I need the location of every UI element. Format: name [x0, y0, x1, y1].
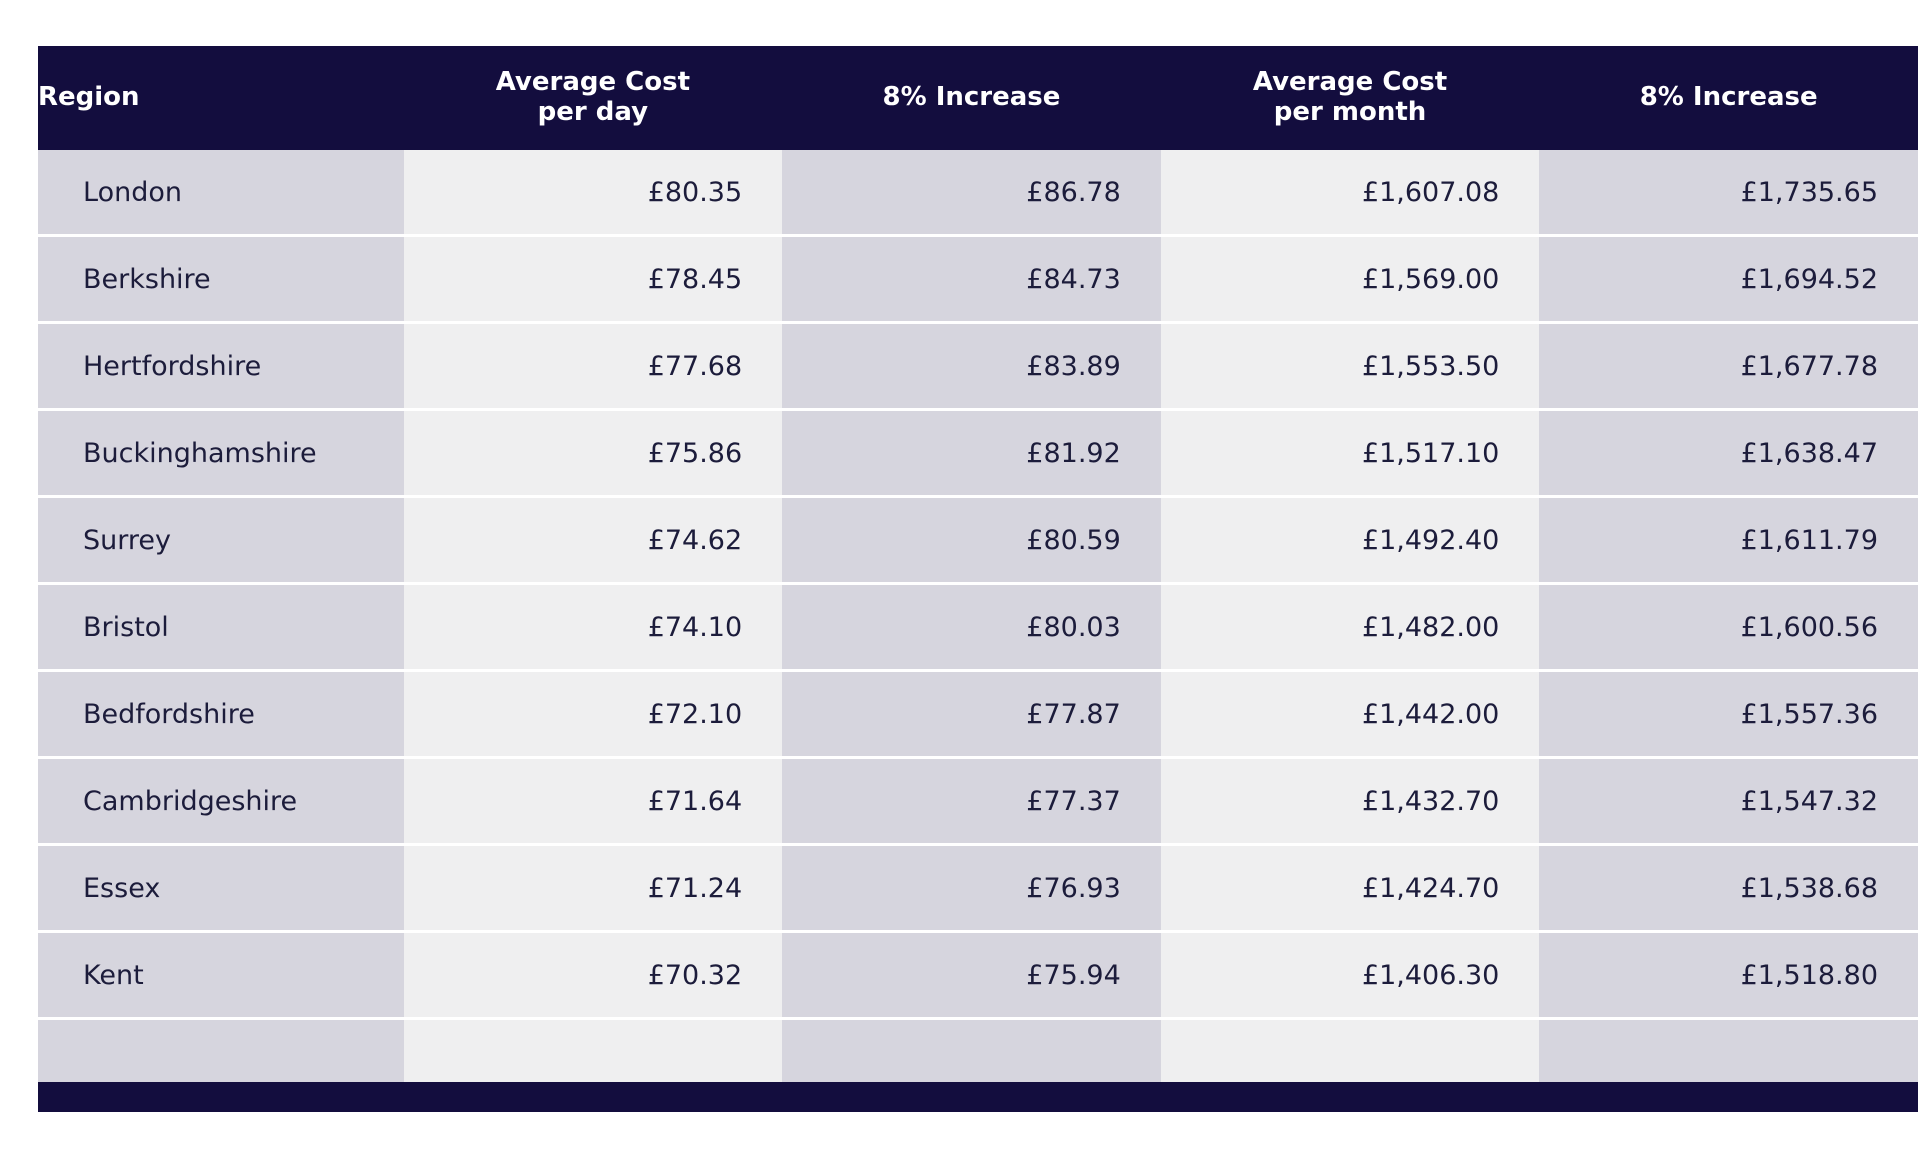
- cell-region: Bristol: [38, 584, 404, 671]
- cell-increase-day: £77.37: [782, 758, 1161, 845]
- cell-increase-month: £1,518.80: [1539, 932, 1918, 1019]
- cell-increase-day: £80.03: [782, 584, 1161, 671]
- column-header-increase-month: [1539, 46, 1918, 150]
- cell-empty: [404, 1019, 783, 1083]
- cell-empty: [1539, 1019, 1918, 1083]
- table-row: [38, 671, 1918, 758]
- cell-cost-per-day: £80.35: [404, 150, 783, 236]
- cell-increase-day: £77.87: [782, 671, 1161, 758]
- column-header-region: [38, 46, 404, 150]
- column-header-cost-per-day-line1: Average Cost: [495, 67, 691, 98]
- column-header-increase-day: [782, 46, 1161, 150]
- table-row-spacer: [38, 1019, 1918, 1083]
- cell-region-empty: [38, 1019, 404, 1083]
- cell-cost-per-day: £74.62: [404, 497, 783, 584]
- cell-cost-per-day: £77.68: [404, 323, 783, 410]
- cell-cost-per-month: £1,442.00: [1161, 671, 1540, 758]
- cell-region: London: [38, 150, 404, 236]
- table-row: [38, 758, 1918, 845]
- cell-cost-per-month: £1,482.00: [1161, 584, 1540, 671]
- cell-cost-per-day: £74.10: [404, 584, 783, 671]
- cell-cost-per-month: £1,492.40: [1161, 497, 1540, 584]
- cell-increase-day: £86.78: [782, 150, 1161, 236]
- cell-cost-per-month: £1,432.70: [1161, 758, 1540, 845]
- column-header-cost-per-day: [404, 46, 783, 150]
- cell-cost-per-month: £1,406.30: [1161, 932, 1540, 1019]
- cell-increase-month: £1,735.65: [1539, 150, 1918, 236]
- cell-increase-day: £84.73: [782, 236, 1161, 323]
- cell-cost-per-month: £1,517.10: [1161, 410, 1540, 497]
- cell-cost-per-day: £75.86: [404, 410, 783, 497]
- cell-increase-month: £1,638.47: [1539, 410, 1918, 497]
- cell-increase-month: £1,677.78: [1539, 323, 1918, 410]
- column-header-increase-month-line1: 8% Increase: [1639, 82, 1818, 113]
- cell-cost-per-month: £1,553.50: [1161, 323, 1540, 410]
- column-header-cost-per-month-line1: Average Cost: [1252, 67, 1448, 98]
- cell-cost-per-month: £1,569.00: [1161, 236, 1540, 323]
- table-row: [38, 323, 1918, 410]
- cell-increase-month: £1,694.52: [1539, 236, 1918, 323]
- cost-table: [38, 46, 1918, 1082]
- cost-table-container: [38, 46, 1918, 1112]
- table-row: [38, 410, 1918, 497]
- column-header-increase-day-line1: 8% Increase: [882, 82, 1061, 113]
- table-row: [38, 150, 1918, 236]
- cell-cost-per-day: £72.10: [404, 671, 783, 758]
- cell-increase-day: £76.93: [782, 845, 1161, 932]
- cell-increase-month: £1,547.32: [1539, 758, 1918, 845]
- cell-cost-per-month: £1,607.08: [1161, 150, 1540, 236]
- cell-cost-per-day: £71.64: [404, 758, 783, 845]
- cell-cost-per-day: £70.32: [404, 932, 783, 1019]
- cell-region: Kent: [38, 932, 404, 1019]
- cell-increase-month: £1,557.36: [1539, 671, 1918, 758]
- cell-increase-day: £83.89: [782, 323, 1161, 410]
- table-row: [38, 584, 1918, 671]
- table-row: [38, 932, 1918, 1019]
- cell-region: Bedfordshire: [38, 671, 404, 758]
- header-row: [38, 46, 1918, 150]
- cell-cost-per-day: £78.45: [404, 236, 783, 323]
- table-row: [38, 497, 1918, 584]
- cell-increase-month: £1,600.56: [1539, 584, 1918, 671]
- cell-region: Surrey: [38, 497, 404, 584]
- column-header-cost-per-month-line2: per month: [1273, 97, 1427, 127]
- cell-empty: [1161, 1019, 1540, 1083]
- table-header: [38, 46, 1918, 150]
- cell-cost-per-day: £71.24: [404, 845, 783, 932]
- cell-region: Berkshire: [38, 236, 404, 323]
- table-body: [38, 150, 1918, 1082]
- cell-region: Buckinghamshire: [38, 410, 404, 497]
- table-row: [38, 845, 1918, 932]
- cell-increase-day: £81.92: [782, 410, 1161, 497]
- column-header-cost-per-day-line2: per day: [537, 97, 649, 127]
- cell-region: Hertfordshire: [38, 323, 404, 410]
- cell-increase-month: £1,538.68: [1539, 845, 1918, 932]
- column-header-cost-per-month: [1161, 46, 1540, 150]
- cell-empty: [782, 1019, 1161, 1083]
- cell-region: Essex: [38, 845, 404, 932]
- table-footer-bar: [38, 1082, 1918, 1112]
- cell-region: Cambridgeshire: [38, 758, 404, 845]
- cell-increase-day: £75.94: [782, 932, 1161, 1019]
- column-header-region-line1: Region: [38, 82, 140, 113]
- cell-increase-day: £80.59: [782, 497, 1161, 584]
- cell-increase-month: £1,611.79: [1539, 497, 1918, 584]
- table-row: [38, 236, 1918, 323]
- cell-cost-per-month: £1,424.70: [1161, 845, 1540, 932]
